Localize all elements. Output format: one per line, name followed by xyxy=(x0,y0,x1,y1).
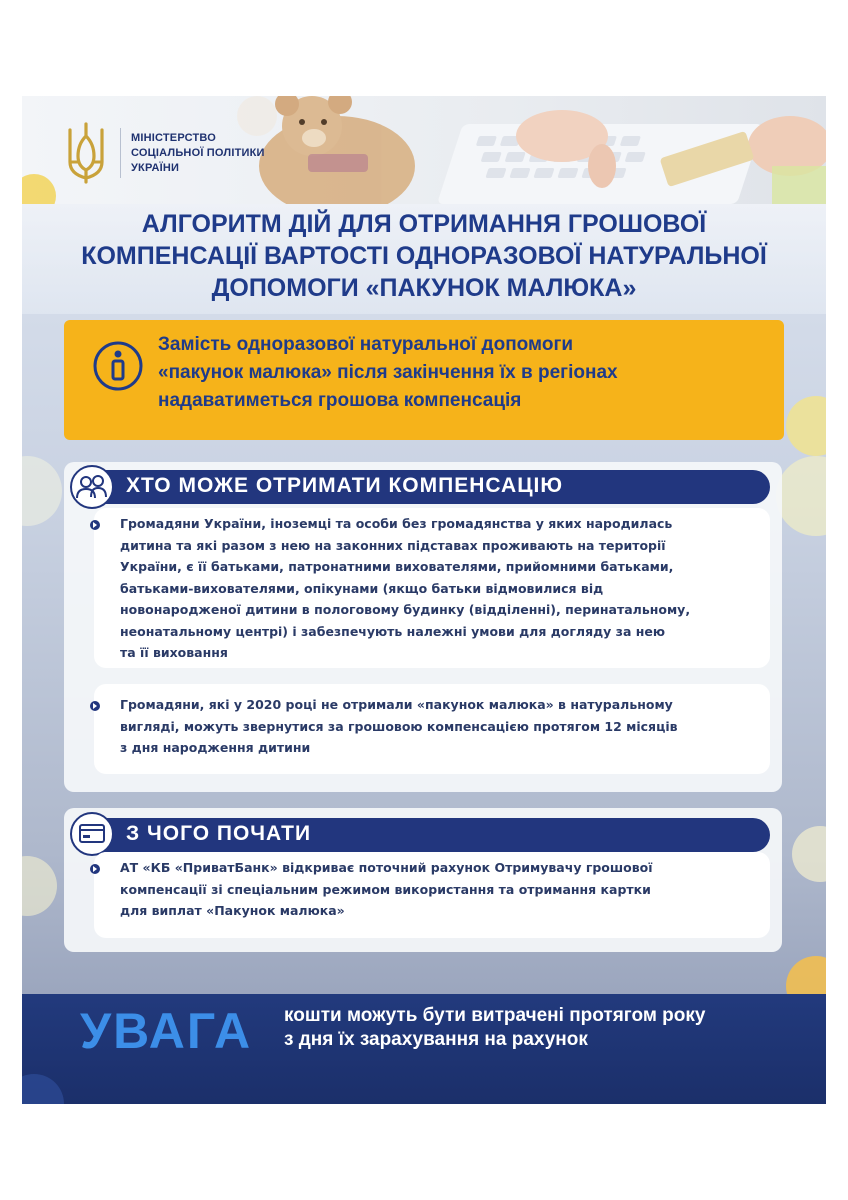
ministry-logo xyxy=(62,122,265,184)
attention-text xyxy=(284,1004,705,1052)
start-item-1-line-3: для виплат «Пакунок малюка» xyxy=(120,903,345,918)
section-start-card xyxy=(64,808,782,952)
trident-emblem-icon xyxy=(62,122,110,184)
decor-circle-left-mid xyxy=(22,856,57,916)
header-photo xyxy=(22,96,826,204)
who-item-1-line-2: дитина та які разом з нею на законних підставах проживають на території xyxy=(120,537,666,553)
who-item-2-text xyxy=(120,694,678,759)
start-item-1-line-1: АТ «КБ «ПриватБанк» відкриває поточний рахунок Отримувачу грошової xyxy=(120,860,653,875)
people-icon xyxy=(70,465,114,509)
ministry-line-1: МІНІСТЕРСТВО xyxy=(131,131,217,144)
who-item-1-line-7: та її виховання xyxy=(120,645,228,660)
logo-divider xyxy=(120,128,121,178)
ministry-line-2: СОЦІАЛЬНОЇ ПОЛІТИКИ xyxy=(131,146,265,159)
bank-card-icon xyxy=(70,812,114,856)
ministry-line-3: УКРАЇНИ xyxy=(131,161,180,174)
attention-banner xyxy=(22,994,826,1104)
section-who-heading-text: ХТО МОЖЕ ОТРИМАТИ КОМПЕНСАЦІЮ xyxy=(126,474,564,497)
bullet-icon xyxy=(90,520,100,530)
info-line-2: «пакунок малюка» після закінчення їх в регіонах xyxy=(158,362,618,383)
poster xyxy=(22,96,826,1104)
info-line-3: надаватиметься грошова компенсація xyxy=(158,390,522,411)
who-item-1-line-3: України, є її батьками, патронатними вихователями, прийомними батьками, xyxy=(120,559,674,574)
title-line-3: ДОПОМОГИ «ПАКУНОК МАЛЮКА» xyxy=(211,274,637,302)
who-item-2-line-2: вигляді, можуть звернутися за грошовою компенсацією протягом 12 місяців xyxy=(120,718,678,734)
who-item-1-line-6: неонатальному центрі) і забезпечують належні умови для догляду за нею xyxy=(120,623,666,639)
start-item-1-line-2: компенсації зі спеціальним режимом використання та отримання картки xyxy=(120,881,651,897)
who-item-1-line-1: Громадяни України, іноземці та особи без громадянства у яких народилась xyxy=(120,516,673,531)
who-item-1-text xyxy=(120,513,690,664)
start-item-1 xyxy=(94,852,770,938)
title-line-2: КОМПЕНСАЦІЇ ВАРТОСТІ ОДНОРАЗОВОЇ НАТУРАЛЬНОЇ xyxy=(81,242,767,270)
decor-circle-attention xyxy=(22,1074,64,1104)
decor-circle-right-mid xyxy=(792,826,826,882)
section-who-heading xyxy=(74,470,770,504)
section-start-heading-text: З ЧОГО ПОЧАТИ xyxy=(126,822,312,845)
decor-circle-left-pale xyxy=(22,456,62,526)
section-start-heading xyxy=(74,818,770,852)
decor-circle-right-pale xyxy=(776,456,826,536)
bullet-icon xyxy=(90,701,100,711)
ministry-name xyxy=(131,131,265,176)
info-banner xyxy=(64,320,784,440)
decor-circle-right-yellow xyxy=(786,396,826,456)
who-item-1-line-4: батьками-вихователями, опікунами (якщо батьки відмовилися від xyxy=(120,580,604,596)
info-text xyxy=(158,331,778,415)
who-item-1 xyxy=(94,508,770,668)
who-item-2-line-1: Громадяни, які у 2020 році не отримали «пакунок малюка» в натуральному xyxy=(120,697,673,712)
page-title xyxy=(22,208,826,304)
bullet-icon xyxy=(90,864,100,874)
info-line-1: Замість одноразової натуральної допомоги xyxy=(158,334,574,355)
title-line-1: АЛГОРИТМ ДІЙ ДЛЯ ОТРИМАННЯ ГРОШОВОЇ xyxy=(141,210,707,238)
section-who-card xyxy=(64,462,782,792)
info-icon xyxy=(92,340,144,392)
who-item-2-line-3: з дня народження дитини xyxy=(120,740,311,755)
attention-line-1: кошти можуть бути витрачені протягом року xyxy=(284,1005,706,1026)
attention-word: УВАГА xyxy=(80,1003,253,1059)
who-item-2 xyxy=(94,684,770,774)
start-item-1-text xyxy=(120,857,653,922)
attention-line-2: з дня їх зарахування на рахунок xyxy=(284,1029,588,1050)
who-item-1-line-5: новонародженої дитини в пологовому будинку (відділенні), перинатальному, xyxy=(120,602,691,617)
